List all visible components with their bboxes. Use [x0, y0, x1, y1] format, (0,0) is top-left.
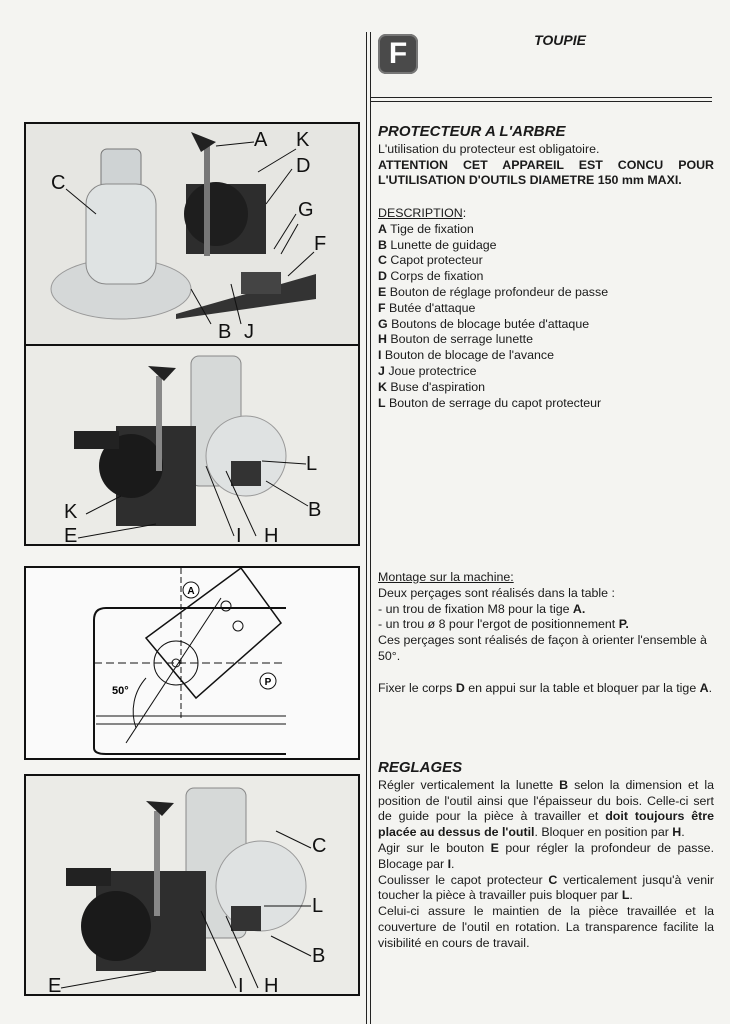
fig4-label-i: I — [238, 975, 244, 994]
description-item: B Lunette de guidage — [378, 237, 497, 252]
montage-line-4: Ces perçages sont réalisés de façon à orienter l'ensemble à 50°. — [378, 633, 707, 663]
header-rule-bottom — [370, 101, 712, 102]
description-item: D Corps de fixation — [378, 269, 484, 284]
fig2-label-k: K — [64, 501, 78, 523]
reglages-paragraph-2: Agir sur le bouton E pour régler la profondeur de passe. Blocage par I. — [378, 840, 715, 871]
fig2-label-l: L — [306, 453, 318, 475]
fig4-label-l: L — [312, 895, 324, 917]
description-section — [378, 206, 714, 411]
fig1-label-g: G — [298, 199, 314, 221]
figure-4-panel — [24, 774, 360, 996]
fig1-label-a: A — [254, 129, 268, 151]
reglages-paragraph-3: Coulisser le capot protecteur C verticalement jusqu'à venir toucher la pièce à travailler puis bloquer par L. — [378, 872, 714, 903]
language-badge: F — [378, 34, 418, 74]
column-divider — [366, 32, 367, 1024]
description-item: G Boutons de blocage butée d'attaque — [378, 316, 590, 331]
page-title: TOUPIE — [534, 32, 586, 48]
fig3-label-p: P — [264, 677, 272, 688]
fig1-label-f: F — [314, 233, 327, 255]
figure-3-panel — [24, 566, 360, 760]
montage-section — [378, 570, 714, 697]
fig4-label-b: B — [312, 945, 326, 967]
figure-2-illustration — [26, 346, 358, 544]
description-item: K Buse d'aspiration — [378, 379, 486, 394]
column-divider-inner — [370, 32, 371, 1024]
fig3-label-angle: 50° — [112, 685, 129, 697]
montage-line-2: - un trou de fixation M8 pour la tige A. — [378, 601, 586, 616]
fig1-label-k: K — [296, 129, 310, 151]
montage-heading: Montage sur la machine: — [378, 570, 514, 584]
figure-1-panel — [24, 122, 360, 346]
fig2-label-i: I — [236, 525, 242, 544]
figure-1-illustration — [26, 124, 358, 344]
fig3-label-a: A — [187, 586, 195, 597]
reglages-paragraph-1: Régler verticalement la lunette B selon la dimension et la position de l'outil ainsi que l'épaisseur du bois. Celle-ci sert de guide pour la pièce à travailler et doit toujours être placée au dessus de l'outil. Bloquer en position par H. — [378, 777, 714, 840]
fig2-label-b: B — [308, 499, 322, 521]
montage-line-5: Fixer le corps D en appui sur la table et bloquer par la tige A. — [378, 680, 713, 695]
fig1-label-j: J — [244, 321, 254, 343]
fig4-label-e: E — [48, 975, 62, 994]
figure-4-illustration — [26, 776, 358, 994]
reglages-paragraph-4: Celui-ci assure le maintien de la pièce travaillée et la couverture de l'outil en rotation. La transparence facilite la visibilité en cours de travail. — [378, 904, 714, 950]
description-item: I Bouton de blocage de l'avance — [378, 348, 554, 363]
description-item: F Butée d'attaque — [378, 300, 476, 315]
fig4-label-h: H — [264, 975, 279, 994]
description-item: C Capot protecteur — [378, 253, 483, 268]
fig2-label-e: E — [64, 525, 78, 544]
description-item: L Bouton de serrage du capot protecteur — [378, 395, 602, 410]
protecteur-title: PROTECTEUR A L'ARBRE — [378, 123, 566, 140]
attention-line-2: L'UTILISATION D'OUTILS DIAMETRE 150 mm MAXI. — [378, 173, 682, 188]
fig1-label-c: C — [51, 172, 66, 194]
description-item: H Bouton de serrage lunette — [378, 332, 533, 347]
protecteur-section — [378, 124, 714, 189]
reglages-section — [378, 760, 714, 952]
fig2-label-h: H — [264, 525, 279, 544]
montage-line-3: - un trou ø 8 pour l'ergot de positionnement P. — [378, 617, 629, 632]
description-item: A Tige de fixation — [378, 221, 474, 236]
figure-2-panel — [24, 344, 360, 546]
header-rule-top — [370, 97, 712, 98]
fig1-label-d: D — [296, 155, 311, 177]
description-item: E Bouton de réglage profondeur de passe — [378, 284, 609, 299]
fig1-label-b: B — [218, 321, 232, 343]
montage-line-1: Deux perçages sont réalisés dans la table : — [378, 585, 615, 600]
protecteur-intro: L'utilisation du protecteur est obligatoire. — [378, 141, 600, 156]
figure-3-diagram — [26, 568, 358, 758]
attention-line-1: ATTENTION CET APPAREIL EST CONCU POUR — [378, 157, 714, 172]
fig4-label-c: C — [312, 835, 327, 857]
description-heading: DESCRIPTION: — [378, 206, 467, 220]
description-item: J Joue protectrice — [378, 363, 477, 378]
reglages-title: REGLAGES — [378, 759, 463, 776]
